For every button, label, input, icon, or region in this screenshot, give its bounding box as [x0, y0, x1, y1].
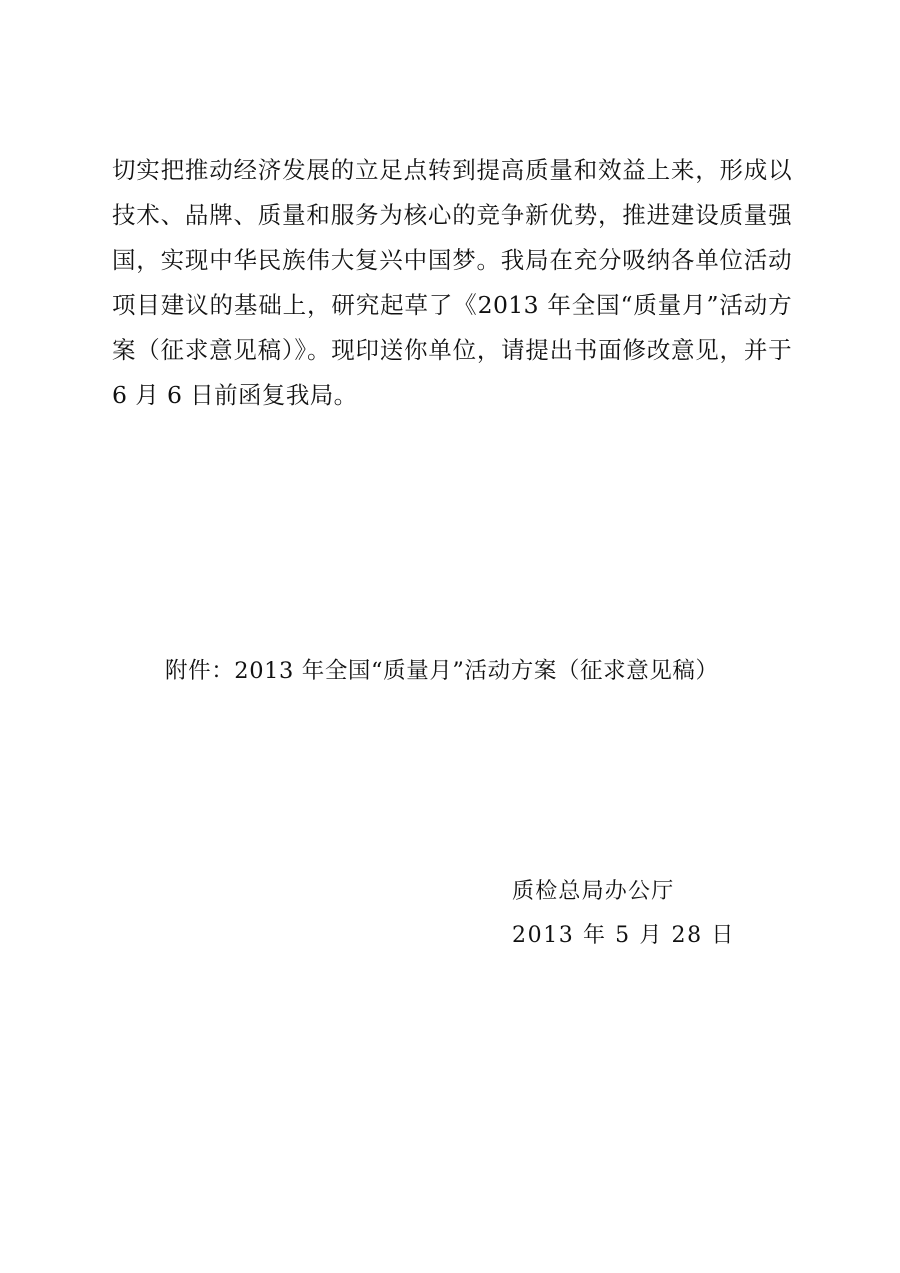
signature-date: 2013 年 5 月 28 日 — [512, 923, 735, 948]
signature-block — [512, 870, 735, 958]
body-paragraph: 切实把推动经济发展的立足点转到提高质量和效益上来，形成以技术、品牌、质量和服务为核心的竞争新优势，推进建设质量强国，实现中华民族伟大复兴中国梦。我局在充分吸纳各单位活动项目建议的基础上，研究起草了《2013 年全国“质量月”活动方案（征求意见稿）》。现印送你单位，请提出书面修改意见，并于 6 月 6 日前函复我局。 — [112, 156, 792, 409]
attachment-line: 附件：2013 年全国“质量月”活动方案（征求意见稿） — [165, 658, 719, 684]
signature-organization: 质检总局办公厅 — [512, 879, 675, 904]
body-paragraph-block — [112, 148, 792, 418]
